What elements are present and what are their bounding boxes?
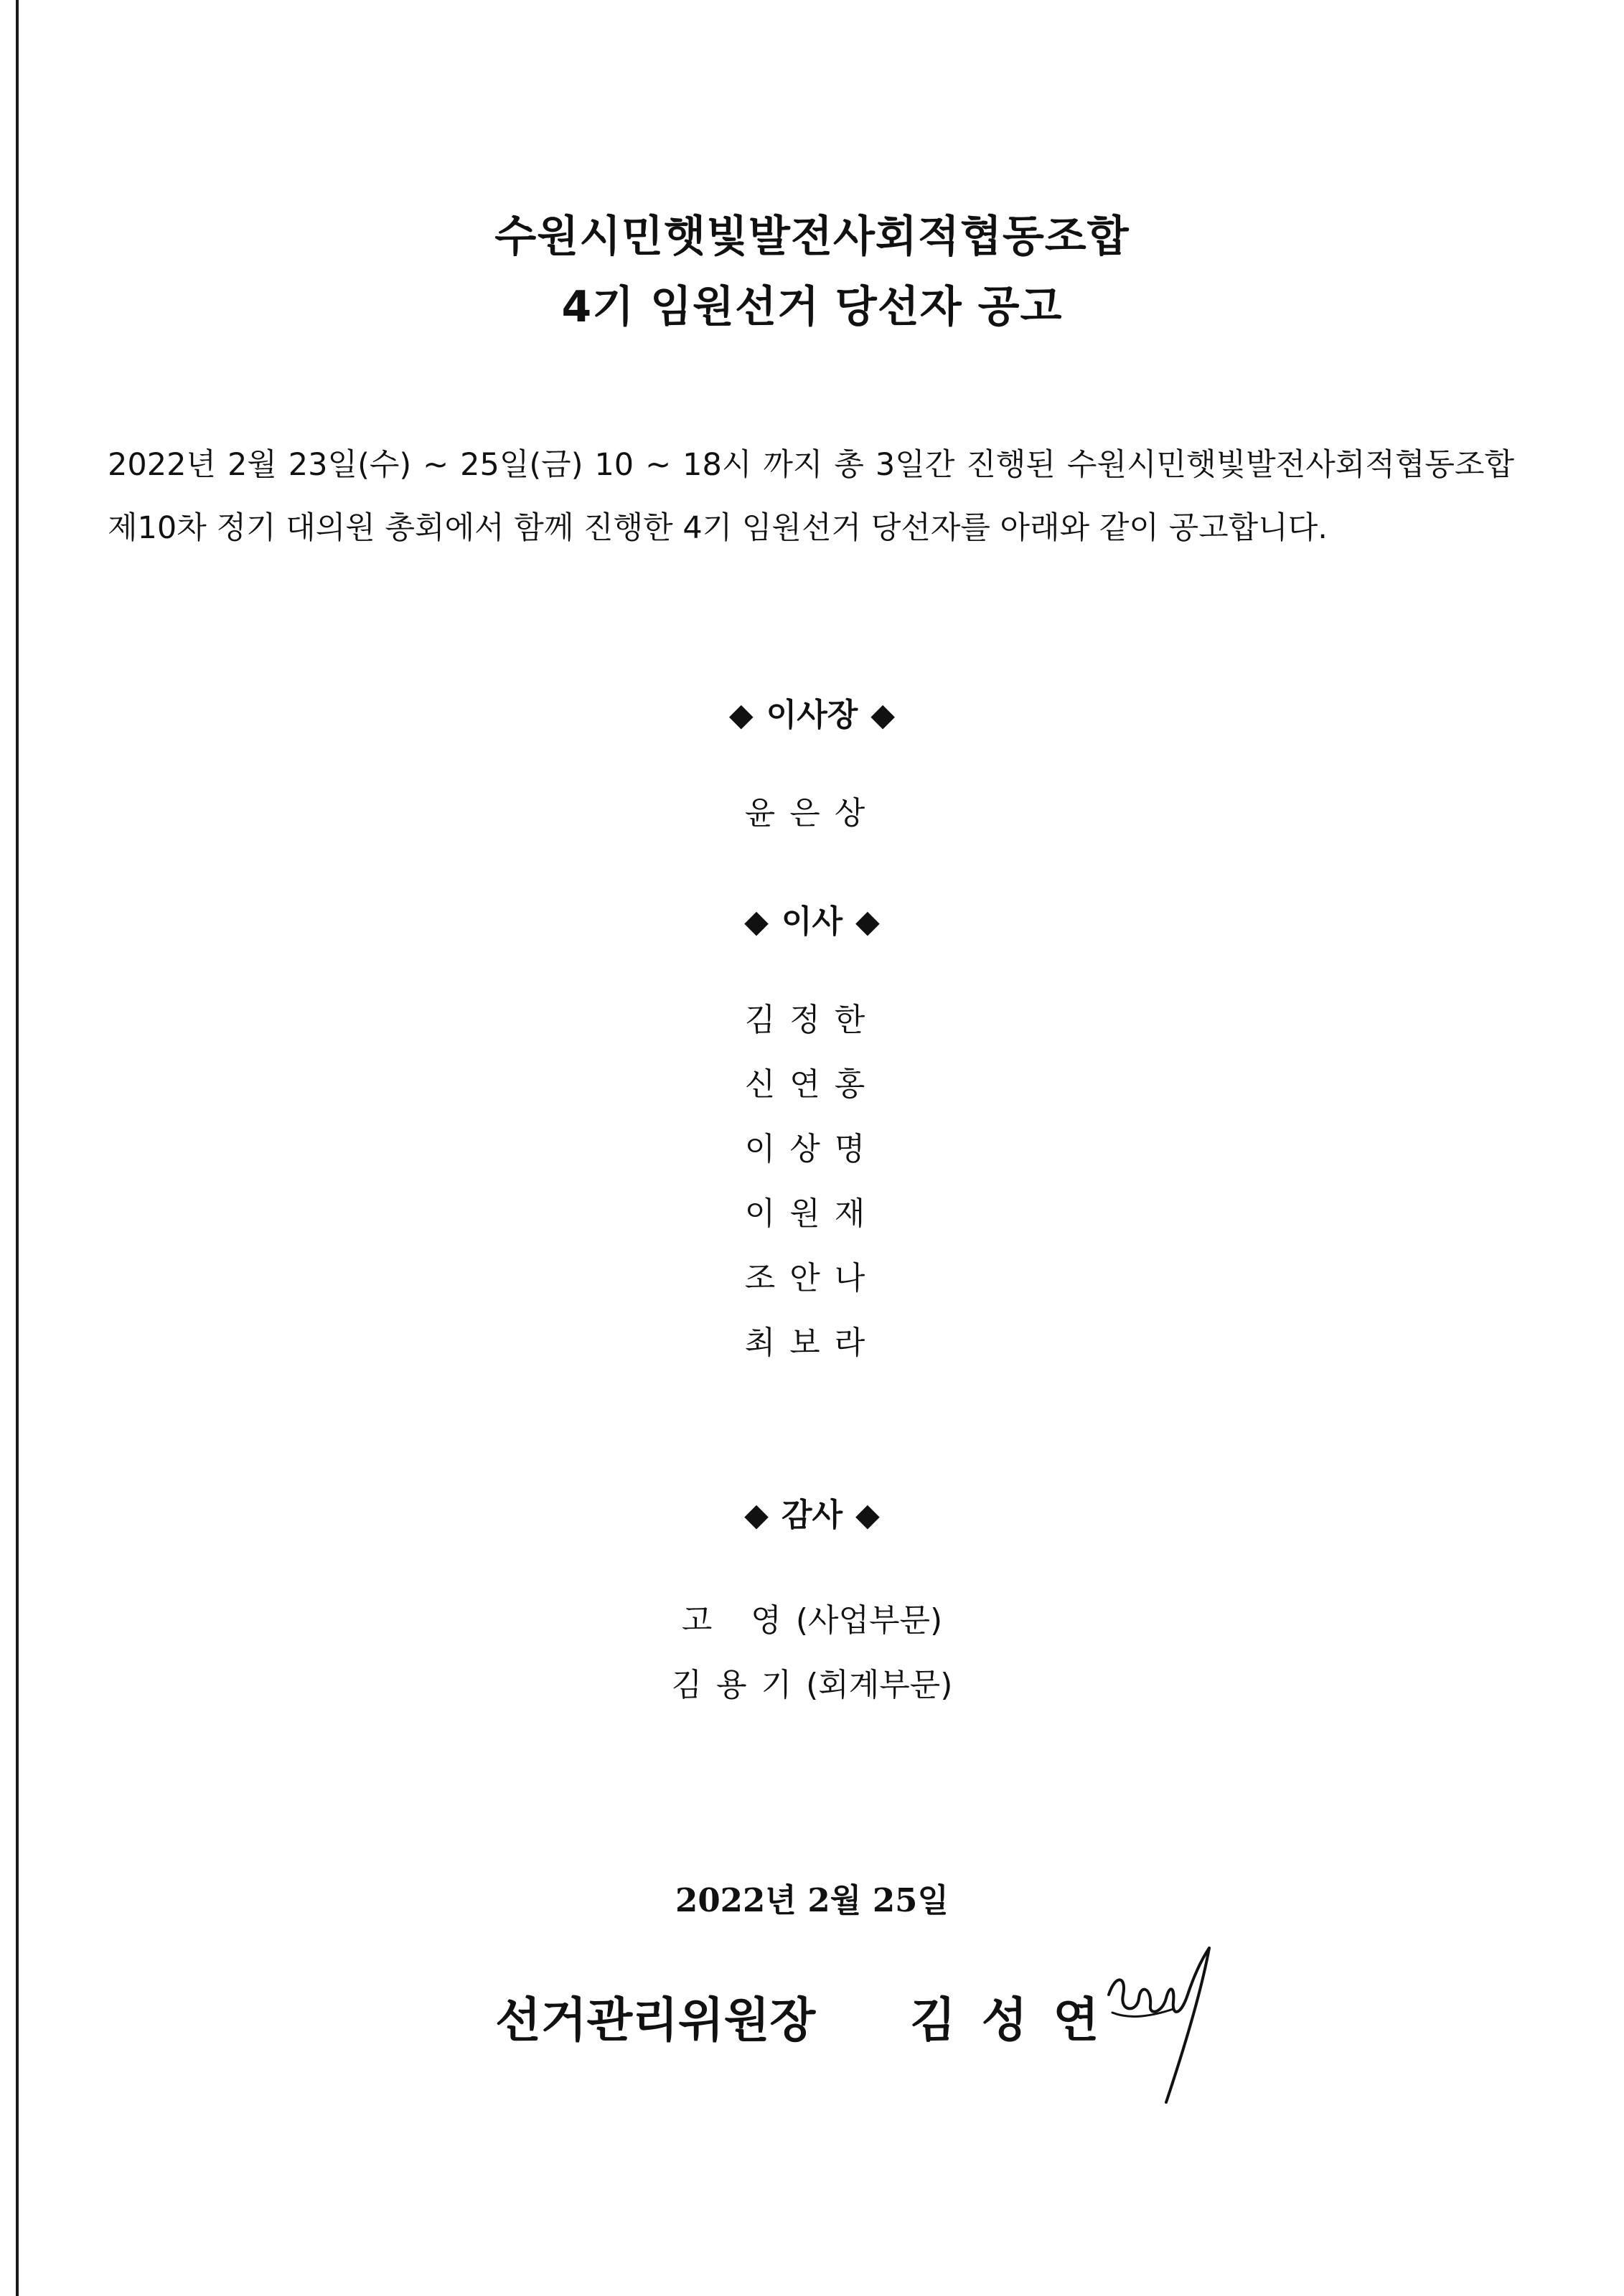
document-title-line-2: 4기 임원선거 당선자 공고 (561, 282, 1063, 332)
auditor-name: 김용기 (671, 1667, 807, 1703)
director-name: 신연홍 (744, 1066, 880, 1103)
signature-line (0, 1980, 1624, 2066)
diamond-icon: ◆ (744, 1497, 769, 1533)
diamond-icon: ◆ (870, 697, 896, 733)
announcement-date: 2022년 2월 25일 (675, 1881, 949, 1919)
auditor-entry (0, 1667, 1624, 1703)
auditor-division: (사업부문) (795, 1602, 943, 1639)
signer-role: 선거관리위원장 (495, 1992, 816, 2048)
heading-label: 이사 (781, 903, 842, 940)
section-heading-chairman (0, 697, 1624, 733)
diamond-icon: ◆ (744, 903, 769, 940)
announcement-body: 2022년 2월 23일(수) ~ 25일(금) 10 ~ 18시 까지 총 3일간 진행된 수원시민햇빛발전사회적협동조합 제10차 정기 대의원 총회에서 함께 진행한 4기 임원선거 당선자를 아래와 같이 공고합니다. (108, 447, 1514, 546)
chairman-name: 윤은상 (744, 795, 880, 832)
director-name: 김정한 (744, 1002, 880, 1038)
document-title-line-1: 수원시민햇빛발전사회적협동조합 (494, 212, 1130, 262)
signer-name: 김성연 (910, 1992, 1125, 2048)
diamond-icon: ◆ (855, 903, 880, 940)
section-heading-auditors (0, 1497, 1624, 1533)
handwritten-signature (1094, 1944, 1216, 2109)
diamond-icon: ◆ (855, 1497, 880, 1533)
heading-label: 감사 (781, 1497, 842, 1533)
heading-label: 이사장 (766, 697, 858, 733)
auditor-name: 고 영 (681, 1602, 796, 1639)
auditor-entry (0, 1602, 1624, 1639)
diamond-icon: ◆ (728, 697, 754, 733)
section-heading-directors (0, 903, 1624, 940)
director-name: 이상명 (744, 1131, 880, 1167)
director-name: 최보라 (744, 1325, 880, 1361)
director-name: 조안나 (744, 1260, 880, 1297)
director-name: 이원재 (744, 1195, 880, 1232)
auditor-division: (회계부문) (806, 1667, 953, 1703)
